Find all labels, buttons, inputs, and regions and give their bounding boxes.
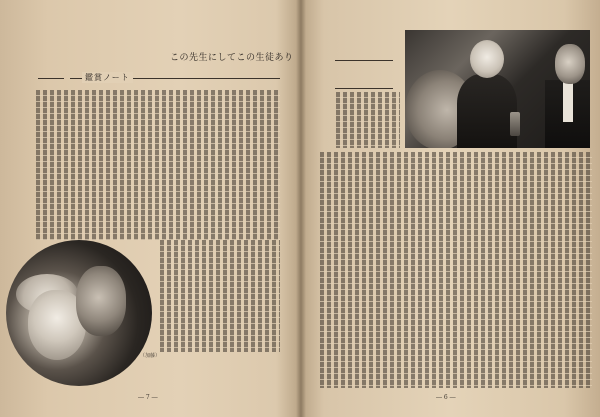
body-text-block-upper — [36, 90, 280, 240]
article-title: この先生にしてこの生徒あり — [170, 53, 294, 63]
body-text-block-lower — [160, 240, 280, 352]
photo-glass — [510, 112, 520, 136]
film-still-rectangular-photo — [405, 30, 590, 148]
photo-man-face — [555, 44, 585, 84]
photo-man-face — [76, 266, 126, 336]
body-text-block-right-upper — [336, 92, 400, 148]
photo-woman-face — [470, 40, 504, 78]
film-still-circular-photo — [6, 240, 152, 386]
page-number-right: ― 6 ― — [436, 394, 456, 401]
page-number-left: ― 7 ― — [138, 394, 158, 401]
photo-man-shirt — [563, 82, 573, 122]
body-text-block-right-main — [320, 152, 592, 388]
right-rule-upper — [335, 60, 393, 61]
photo-woman-body — [457, 74, 517, 148]
byline: （加藤） — [140, 353, 161, 359]
section-label: 鑑賞ノート — [82, 72, 133, 83]
section-rule-short — [38, 78, 64, 79]
right-rule-lower — [335, 88, 393, 89]
